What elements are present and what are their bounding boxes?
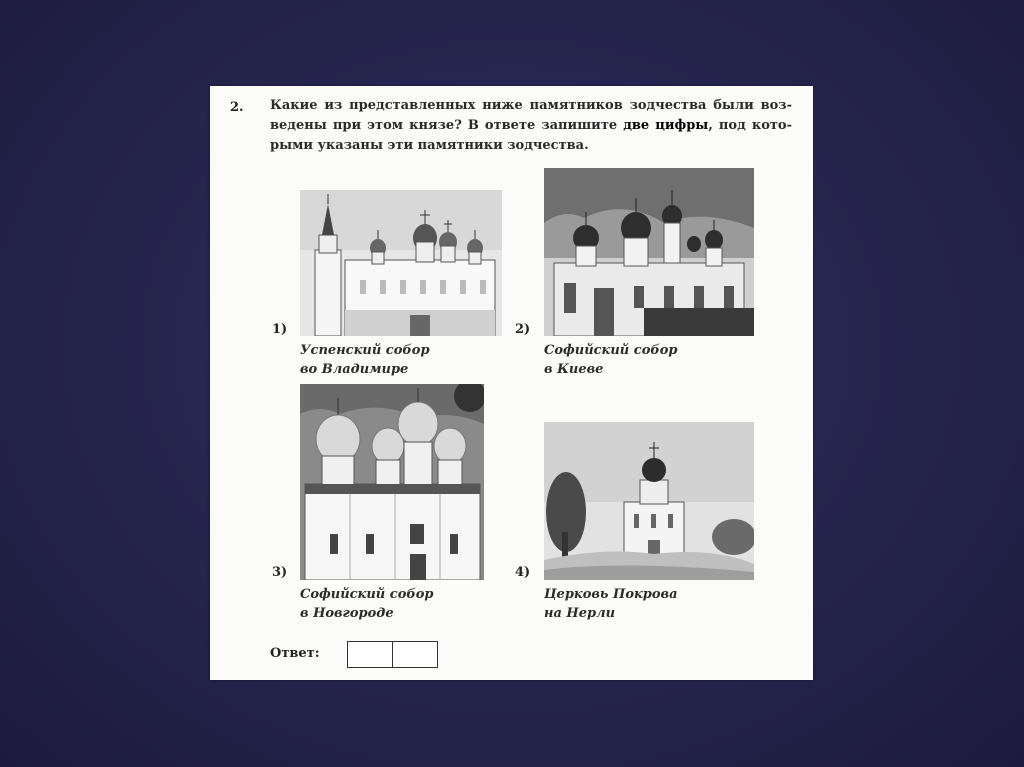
item-number-4: 4) — [515, 565, 531, 580]
worksheet-page — [210, 86, 813, 680]
answer-cell-2[interactable] — [392, 641, 438, 668]
caption-2-line-1: Софийский собор — [544, 343, 678, 358]
item-number-1: 1) — [272, 322, 288, 337]
caption-3-line-1: Софийский собор — [300, 587, 434, 602]
item-number-3: 3) — [272, 565, 288, 580]
photo-sofia-novgorod — [300, 384, 484, 580]
caption-4-line-1: Церковь Покрова — [544, 587, 678, 602]
question-text — [270, 96, 792, 156]
caption-1-line-1: Успенский собор — [300, 343, 430, 358]
caption-2-line-2: в Киеве — [544, 362, 604, 377]
caption-4-line-2: на Нерли — [544, 606, 616, 621]
question-number: 2. — [230, 100, 244, 115]
question-line-2: ведены при этом князе? В ответе запишите — [270, 118, 624, 133]
answer-cell-1[interactable] — [347, 641, 393, 668]
cathedral-1-image — [300, 190, 502, 336]
caption-3 — [300, 585, 434, 623]
caption-1 — [300, 341, 430, 379]
cathedral-2-image — [544, 168, 754, 336]
photo-pokrova-na-nerli — [544, 422, 754, 580]
church-4-image — [544, 422, 754, 580]
photo-sofia-kiev — [544, 168, 754, 336]
caption-2 — [544, 341, 678, 379]
question-line-3: рыми указаны эти памятники зодчества. — [270, 138, 589, 153]
caption-4 — [544, 585, 678, 623]
item-number-2: 2) — [515, 322, 531, 337]
question-line-2-tail: , под кото- — [708, 118, 792, 133]
caption-3-line-2: в Новгороде — [300, 606, 394, 621]
caption-1-line-2: во Владимире — [300, 362, 409, 377]
photo-uspensky-cathedral — [300, 190, 502, 336]
answer-label: Ответ: — [270, 646, 320, 661]
question-emphasis: две цифры — [623, 118, 709, 133]
question-line-1: Какие из представленных ниже памятников зодчества были воз- — [270, 98, 792, 113]
cathedral-3-image — [300, 384, 484, 580]
